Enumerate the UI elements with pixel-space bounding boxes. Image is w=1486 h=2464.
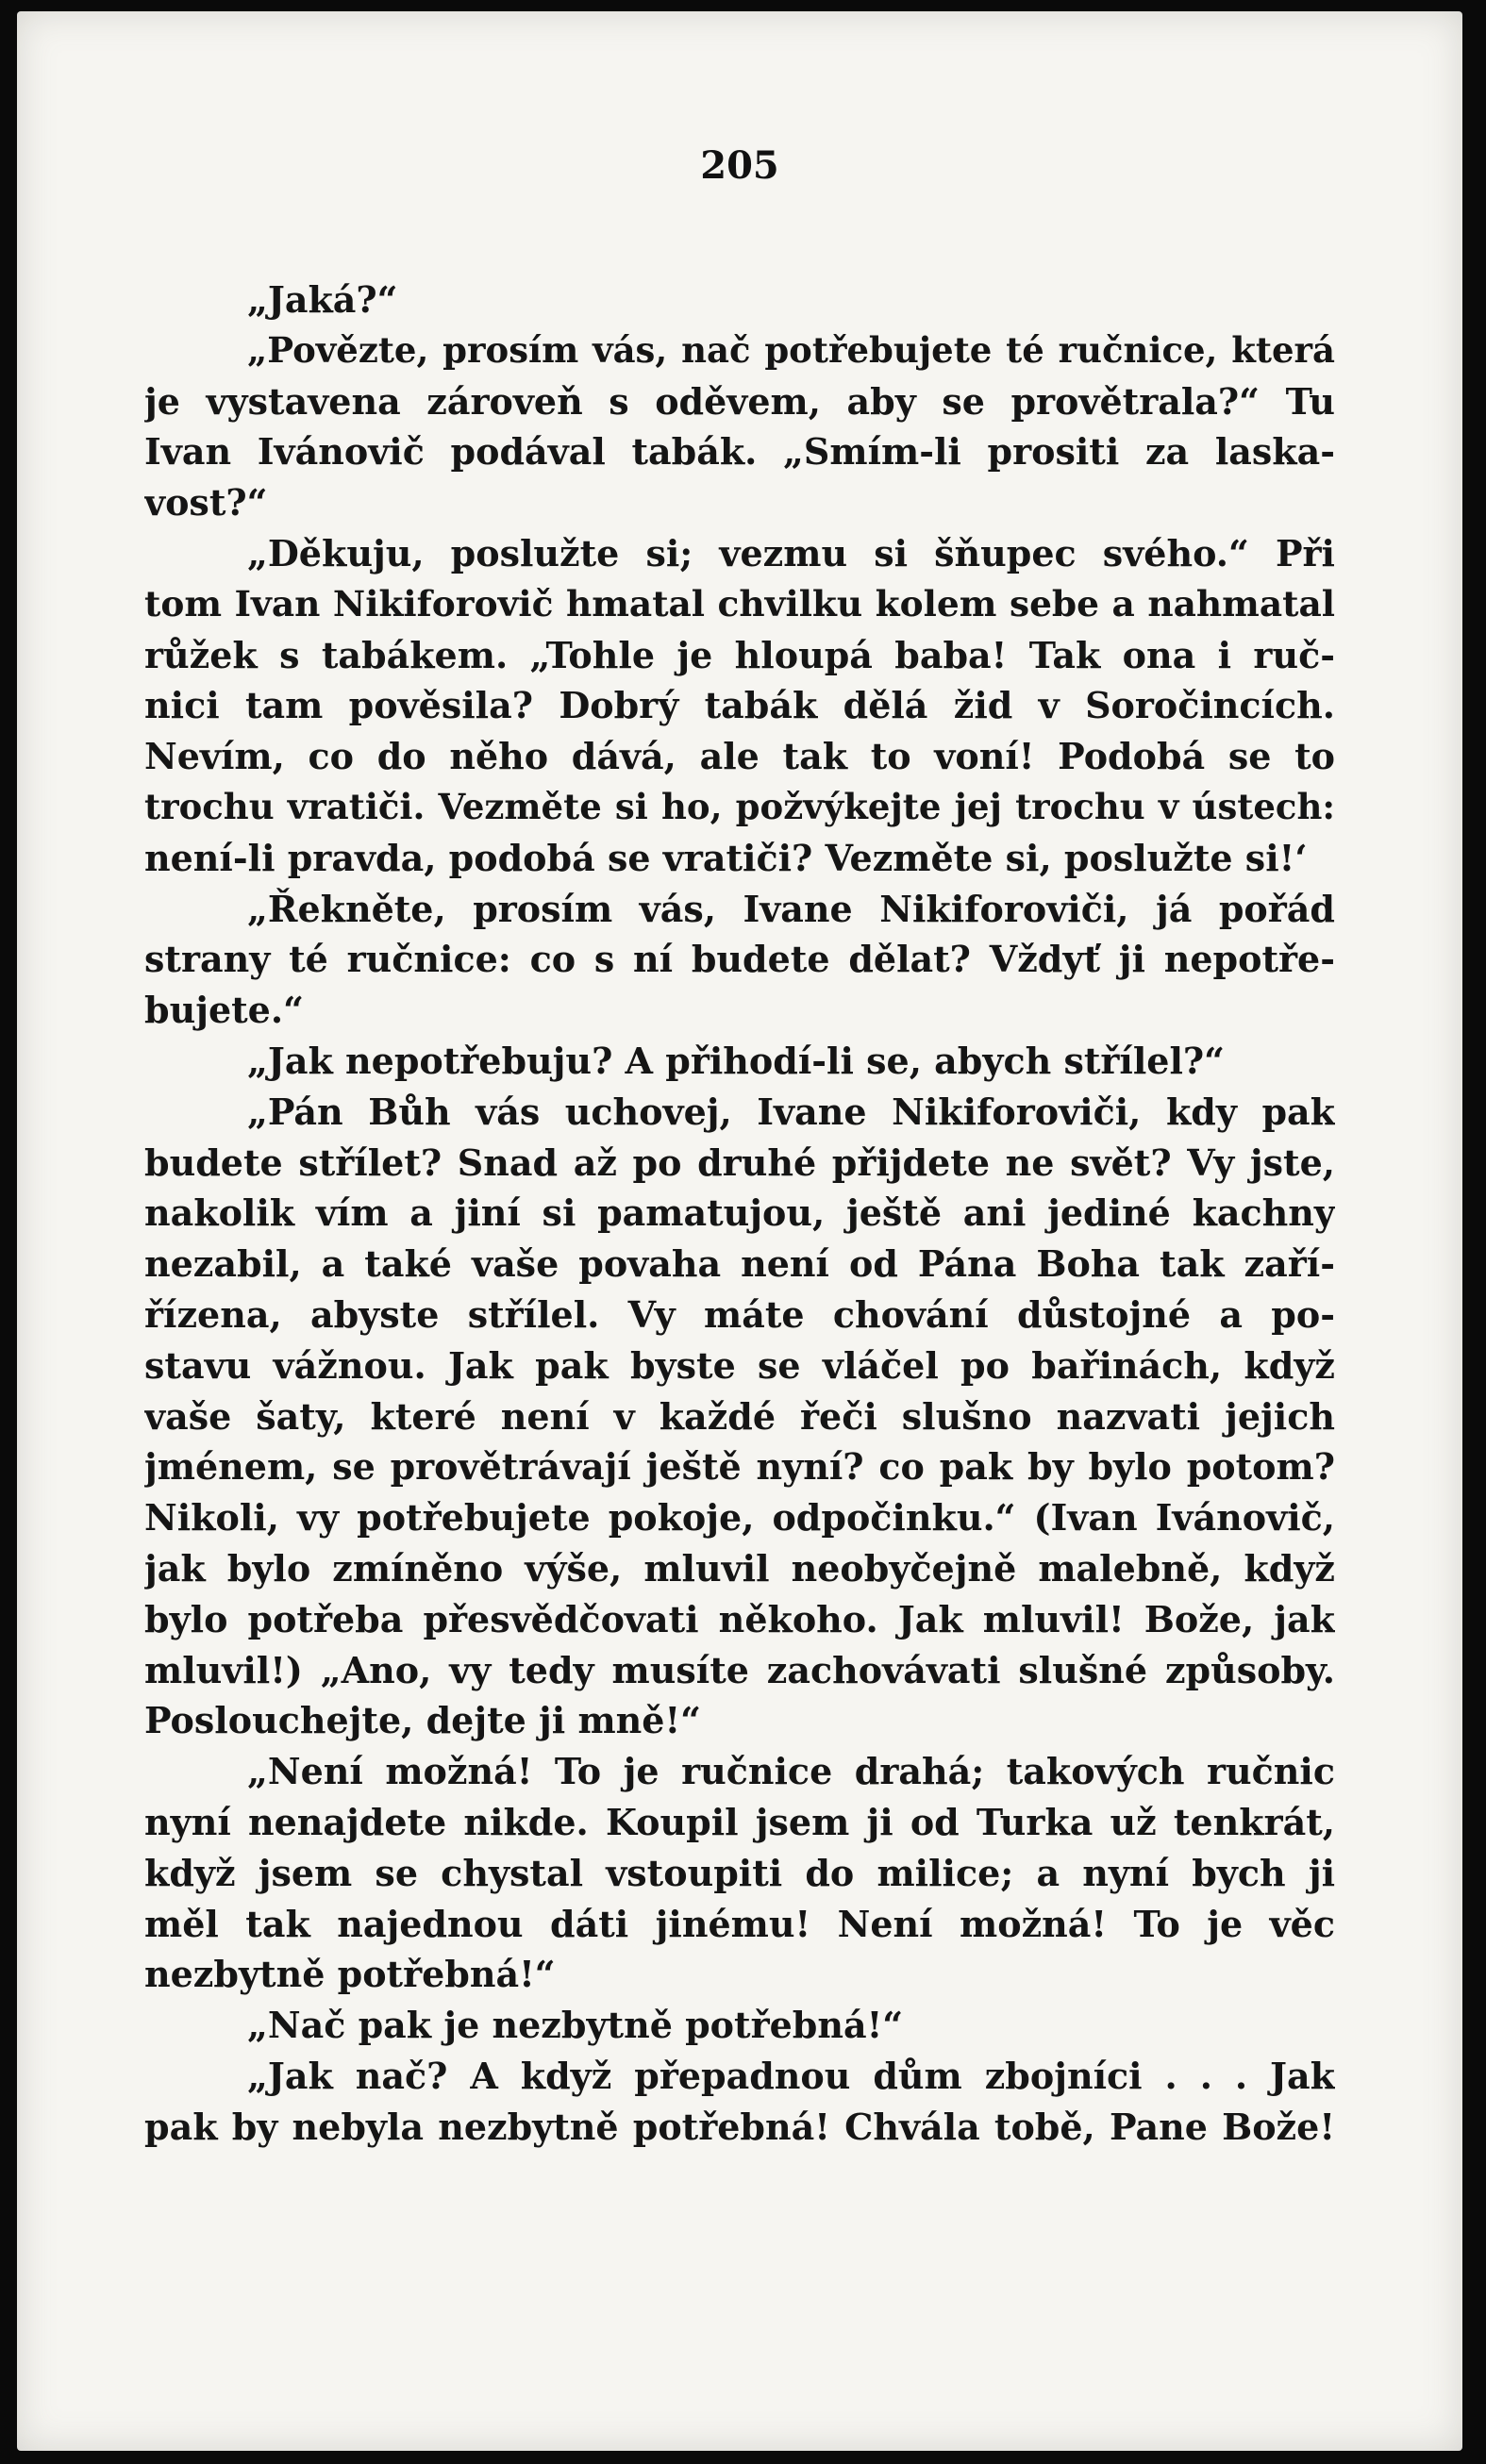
text-line: „Pán Bůh vás uchovej, Ivane Nikiforoviči, kdy pak — [247, 1090, 1335, 1133]
text-line: není-li pravda, podobá se vratiči? Vezměte si, poslužte si!‘ — [144, 836, 1308, 879]
body-text — [144, 275, 1335, 2152]
text-line: „Nač pak je nezbytně potřebná!“ — [247, 2004, 904, 2047]
book-page — [17, 11, 1462, 2451]
text-line: nezbytně potřebná!“ — [144, 1953, 556, 1996]
text-line: Poslouchejte, dejte ji mně!“ — [144, 1699, 702, 1742]
text-line: pak by nebyla nezbytně potřebná! Chvála tobě, Pane Bože! — [144, 2105, 1335, 2148]
text-line: je vystavena zároveň s oděvem, aby se provětrala?“ Tu — [144, 379, 1335, 423]
text-line: nyní nenajdete nikde. Koupil jsem ji od Turka už tenkrát, — [144, 1800, 1335, 1843]
text-line: bujete.“ — [144, 989, 304, 1032]
text-line: mluvil!) „Ano, vy tedy musíte zachovávati slušné způsoby. — [144, 1648, 1335, 1691]
text-line: „Děkuju, poslužte si; vezmu si šňupec svého.“ Při — [247, 531, 1335, 574]
text-line: „Jak nač? A když přepadnou dům zbojníci . . . Jak — [247, 2054, 1335, 2097]
text-line: Nikoli, vy potřebujete pokoje, odpočinku.“ (Ivan Ivánovič, — [144, 1496, 1335, 1540]
text-line: řízena, abyste střílel. Vy máte chování důstojné a po- — [144, 1292, 1335, 1336]
text-line: když jsem se chystal vstoupiti do milice; a nyní bych ji — [144, 1851, 1335, 1894]
text-line: Ivan Ivánovič podával tabák. „Smím-li prositi za laska- — [144, 430, 1335, 474]
text-line: jak bylo zmíněno výše, mluvil neobyčejně malebně, když — [144, 1546, 1335, 1590]
text-line: budete střílet? Snad až po druhé přijdete ne svět? Vy jste, — [144, 1140, 1335, 1184]
text-line: trochu vratiči. Vezměte si ho, požvýkejte jej trochu v ústech: — [144, 785, 1335, 827]
text-line: „Jaká?“ — [247, 278, 398, 321]
text-line: „Není možná! To je ručnice drahá; takových ručnic — [247, 1750, 1335, 1793]
text-line: měl tak najednou dáti jinému! Není možná! To je věc — [144, 1902, 1335, 1945]
text-line: nici tam pověsila? Dobrý tabák dělá žid v Soročincích. — [144, 684, 1335, 727]
text-line: bylo potřeba přesvědčovati někoho. Jak mluvil! Bože, jak — [144, 1597, 1335, 1640]
text-line: strany té ručnice: co s ní budete dělat? Vždyť ji nepotře- — [144, 938, 1335, 981]
text-line: vost?“ — [144, 481, 268, 524]
text-line: tom Ivan Nikiforovič hmatal chvilku kolem sebe a nahmatal — [144, 582, 1335, 624]
text-line: „Řekněte, prosím vás, Ivane Nikiforoviči, já pořád — [247, 887, 1335, 930]
text-line: „Jak nepotřebuju? A přihodí-li se, abych střílel?“ — [247, 1039, 1226, 1082]
text-line: vaše šaty, které není v každé řeči slušno nazvati jejich — [144, 1394, 1335, 1438]
text-line: růžek s tabákem. „Tohle je hloupá baba! Tak ona i ruč- — [144, 633, 1335, 676]
text-line: „Povězte, prosím vás, nač potřebujete té ručnice, která — [247, 328, 1335, 371]
text-line: stavu vážnou. Jak pak byste se vláčel po bařinách, když — [144, 1343, 1335, 1387]
text-line: nakolik vím a jiní si pamatujou, ještě ani jediné kachny — [144, 1191, 1335, 1235]
text-line: Nevím, co do něho dává, ale tak to voní! Podobá se to — [144, 735, 1335, 778]
page-number: 205 — [700, 143, 779, 188]
text-line: nezabil, a také vaše povaha není od Pána Boha tak zaří- — [144, 1242, 1335, 1286]
text-line: jménem, se provětrávají ještě nyní? co pak by bylo potom? — [144, 1445, 1335, 1489]
